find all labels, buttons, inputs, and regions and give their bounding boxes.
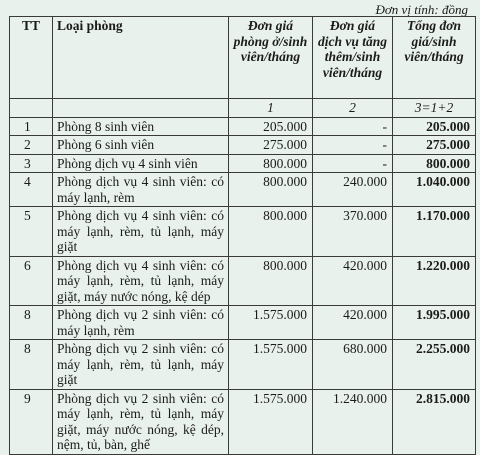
row-room-price: 1.575.000	[229, 389, 313, 454]
row-service-price: 370.000	[313, 207, 393, 257]
row-room-price: 800.000	[229, 256, 313, 306]
row-service-price: 1.240.000	[313, 389, 393, 454]
table-row	[10, 340, 476, 390]
row-room-price: 800.000	[229, 173, 313, 207]
row-room-type: Phòng dịch vụ 2 sinh viên: có máy lạnh, rèm	[53, 306, 229, 340]
table-row	[10, 256, 476, 306]
table-row	[10, 136, 476, 155]
row-tt: 9	[10, 389, 53, 454]
row-room-price: 205.000	[229, 117, 313, 136]
table-body	[10, 117, 476, 454]
row-tt: 4	[10, 173, 53, 207]
table-row	[10, 306, 476, 340]
row-room-price: 1.575.000	[229, 306, 313, 340]
row-room-type: Phòng dịch vụ 2 sinh viên: có máy lạnh, rèm, tủ lạnh, máy giặt, máy nước nóng, kệ dép, nệm, tủ, bàn, ghế	[53, 389, 229, 454]
table-row	[10, 117, 476, 136]
row-room-type: Phòng dịch vụ 2 sinh viên: có máy lạnh, rèm, tủ lạnh, máy giặt	[53, 340, 229, 390]
row-tt: 8	[10, 306, 53, 340]
row-total-price: 205.000	[393, 117, 476, 136]
table-row	[10, 154, 476, 173]
row-tt: 5	[10, 207, 53, 257]
row-tt: 3	[10, 154, 53, 173]
row-total-price: 2.815.000	[393, 389, 476, 454]
row-service-price: -	[313, 117, 393, 136]
index-cell: 3=1+2	[393, 99, 476, 118]
unit-note: Đơn vị tính: đồng	[375, 2, 468, 17]
row-total-price: 2.255.000	[393, 340, 476, 390]
row-total-price: 1.220.000	[393, 256, 476, 306]
index-cell-empty	[53, 99, 229, 118]
row-total-price: 1.040.000	[393, 173, 476, 207]
row-service-price: 240.000	[313, 173, 393, 207]
row-room-type: Phòng 8 sinh viên	[53, 117, 229, 136]
index-cell: 2	[313, 99, 393, 118]
row-room-price: 1.575.000	[229, 340, 313, 390]
row-room-type: Phòng dịch vụ 4 sinh viên: có máy lạnh, rèm, tủ lạnh, máy giặt, máy nước nóng, kệ dép	[53, 256, 229, 306]
row-total-price: 1.995.000	[393, 306, 476, 340]
header-tt: TT	[10, 17, 53, 99]
row-tt: 8	[10, 340, 53, 390]
row-service-price: 420.000	[313, 306, 393, 340]
header-total-price: Tổng đơn giá/sinh viên/tháng	[393, 17, 476, 99]
index-cell-empty	[10, 99, 53, 118]
row-total-price: 800.000	[393, 154, 476, 173]
row-room-type: Phòng dịch vụ 4 sinh viên	[53, 154, 229, 173]
header-room-type: Loại phòng	[53, 17, 229, 99]
row-service-price: -	[313, 136, 393, 155]
row-total-price: 1.170.000	[393, 207, 476, 257]
row-room-price: 275.000	[229, 136, 313, 155]
header-row	[10, 17, 476, 99]
row-room-type: Phòng dịch vụ 4 sinh viên: có máy lạnh, rèm	[53, 173, 229, 207]
table-row	[10, 207, 476, 257]
header-room-price: Đơn giá phòng ở/sinh viên/tháng	[229, 17, 313, 99]
index-row	[10, 99, 476, 118]
table-row	[10, 173, 476, 207]
row-service-price: 680.000	[313, 340, 393, 390]
table-row	[10, 389, 476, 454]
row-tt: 2	[10, 136, 53, 155]
price-table	[9, 16, 476, 455]
row-room-price: 800.000	[229, 207, 313, 257]
row-tt: 6	[10, 256, 53, 306]
row-room-type: Phòng dịch vụ 4 sinh viên: có máy lạnh, rèm, tủ lạnh, máy giặt	[53, 207, 229, 257]
row-room-price: 800.000	[229, 154, 313, 173]
index-cell: 1	[229, 99, 313, 118]
row-service-price: 420.000	[313, 256, 393, 306]
row-service-price: -	[313, 154, 393, 173]
header-service-price: Đơn giá dịch vụ tăng thêm/sinh viên/tháng	[313, 17, 393, 99]
row-total-price: 275.000	[393, 136, 476, 155]
row-room-type: Phòng 6 sinh viên	[53, 136, 229, 155]
row-tt: 1	[10, 117, 53, 136]
